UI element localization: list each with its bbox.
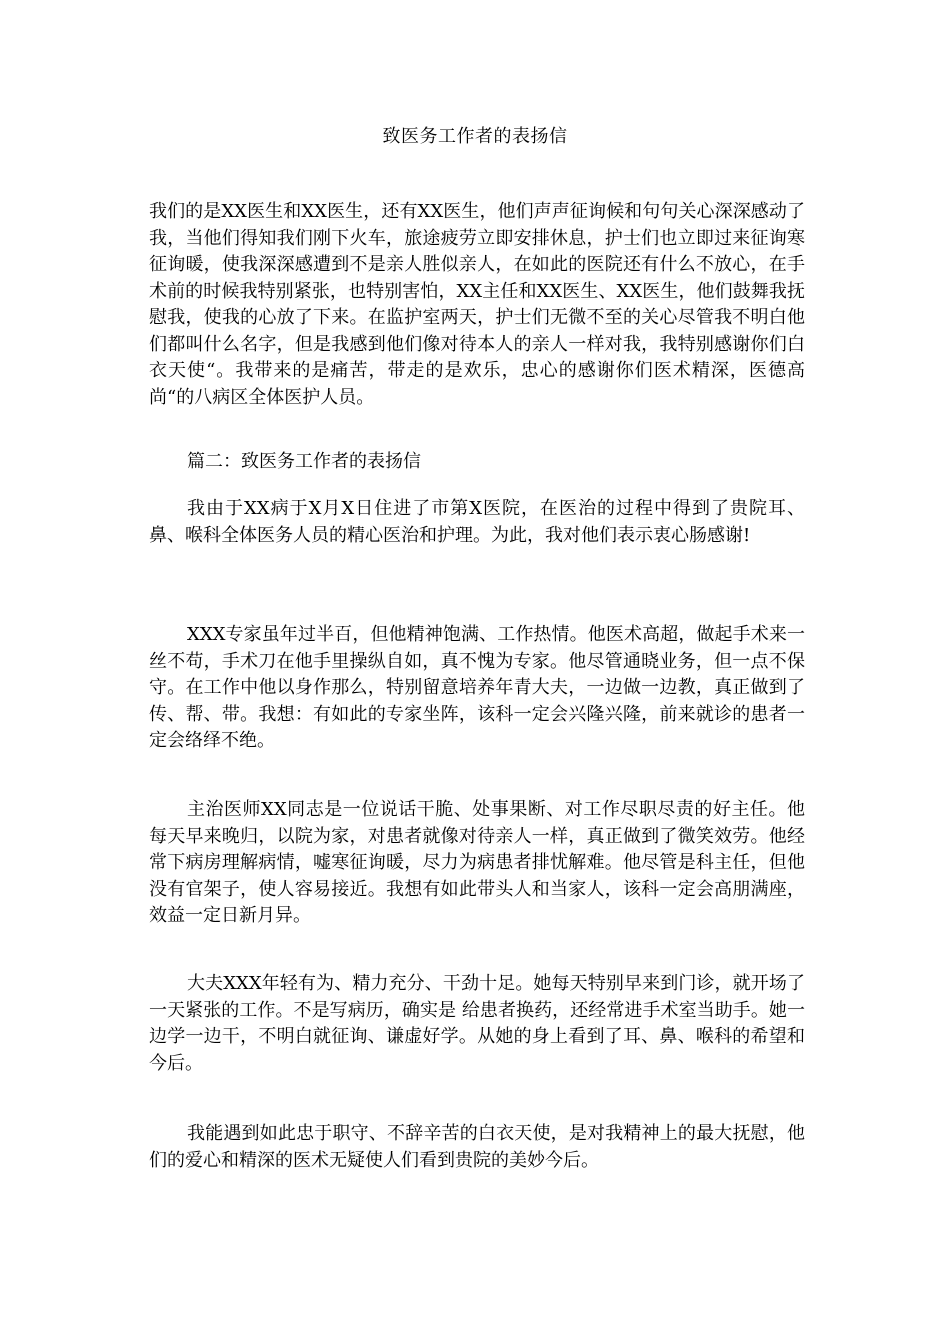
body-paragraph: XXX专家虽年过半百，但他精神饱满、工作热情。他医术高超，做起手术来一丝不苟，手术刀在他手里操纵自如，真不愧为专家。他尽管通晓业务，但一点不保守。在工作中他以身作那么，特别留意培养年青大夫，一边做一边教，真正做到了传、帮、带。我想：有如此的专家坐阵，该科一定会兴隆兴隆，前来就诊的患者一定会络绎不绝。 (149, 624, 805, 751)
section-heading: 篇二：致医务工作者的表扬信 (187, 451, 421, 472)
body-paragraph: 主治医师XX同志是一位说话干脆、处事果断、对工作尽职尽责的好主任。他每天早来晚归，以院为家，对患者就像对待亲人一样，真正做到了微笑效劳。他经常下病房理解病情，嘘寒征询暖，尽力为病患者排忧解难。他尽管是科主任，但他没有官架子，使人容易接近。我想有如此带头人和当家人，该科一定会高朋满座，效益一定日新月异。 (149, 799, 805, 926)
intro-paragraph: 我们的是XX医生和XX医生，还有XX医生，他们声声征询候和句句关心深深感动了我，当他们得知我们刚下火车，旅途疲劳立即安排休息，护士们也立即过来征询寒征询暖，使我深深感遭到不是亲人胜似亲人，在如此的医院还有什么不放心，在手术前的时候我特别紧张，也特别害怕，XX主任和XX医生、XX医生，他们鼓舞我抚慰我，使我的心放了下来。在监护室两天，护士们无微不至的关心尽管我不明白他们都叫什么名字，但是我感到他们像对待本人的亲人一样对我，我特别感谢你们白衣天使“。我带来的是痛苦，带走的是欢乐，忠心的感谢你们医术精深，医德高尚“的八病区全体医护人员。 (149, 201, 805, 408)
body-paragraph: 我能遇到如此忠于职守、不辞辛苦的白衣天使，是对我精神上的最大抚慰，他们的爱心和精深的医术无疑使人们看到贵院的美妙今后。 (149, 1123, 805, 1171)
body-paragraph: 我由于XX病于X月X日住进了市第X医院，在医治的过程中得到了贵院耳、鼻、喉科全体医务人员的精心医治和护理。为此，我对他们表示衷心肠感谢! (149, 498, 805, 546)
page-title: 致医务工作者的表扬信 (382, 126, 568, 147)
body-paragraph: 大夫XXX年轻有为、精力充分、干劲十足。她每天特别早来到门诊，就开场了一天紧张的工作。不是写病历，确实是 给患者换药，还经常进手术室当助手。她一边学一边干，不明白就征询、谦虚好学。从她的身上看到了耳、鼻、喉科的希望和今后。 (149, 973, 805, 1074)
